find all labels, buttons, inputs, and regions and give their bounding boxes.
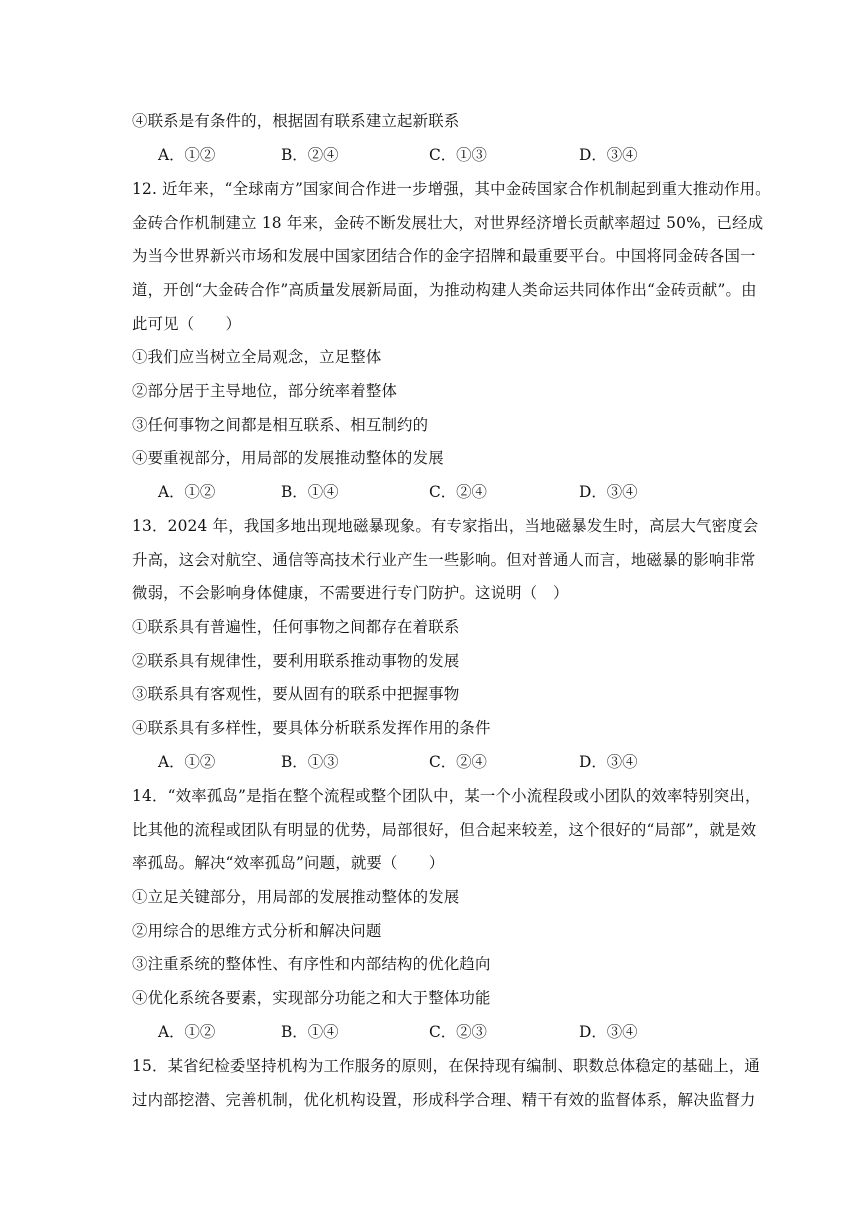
q12-stem-line-1: 12. 近年来，“全球南方”国家间合作进一步增强，其中金砖国家合作机制起到重大推动作用。 <box>132 180 771 198</box>
q11-option-a: A．①② <box>158 146 216 164</box>
q14-option-a: A．①② <box>158 1023 216 1041</box>
q14-statement-3: ③注重系统的整体性、有序性和内部结构的优化趋向 <box>132 955 491 973</box>
q12-stem-line-5: 此可见（ ） <box>132 315 242 333</box>
q15-stem-line-2: 过内部挖潜、完善机制，优化机构设置，形成科学合理、精干有效的监督体系，解决监督力 <box>132 1091 756 1109</box>
q14-stem-line-1: 14．“效率孤岛”是指在整个流程或整个团队中，某一个小流程段或小团队的效率特别突出， <box>132 787 761 805</box>
q14-option-b: B．①④ <box>281 1023 339 1041</box>
q13-stem-line-2: 升高，这会对航空、通信等高技术行业产生一些影响。但对普通人而言，地磁暴的影响非常 <box>132 551 756 569</box>
q13-stem-line-3: 微弱，不会影响身体健康，不需要进行专门防护。这说明（ ） <box>132 584 569 602</box>
q12-statement-4: ④要重视部分，用局部的发展推动整体的发展 <box>132 449 444 467</box>
q14-statement-4: ④优化系统各要素，实现部分功能之和大于整体功能 <box>132 989 491 1007</box>
q12-option-d: D．③④ <box>579 483 638 501</box>
q13-stem-line-1: 13．2024 年，我国多地出现地磁暴现象。有专家指出，当地磁暴发生时，高层大气密度会 <box>132 517 759 535</box>
q15-stem-line-1: 15．某省纪检委坚持机构为工作服务的原则，在保持现有编制、职数总体稳定的基础上，通 <box>132 1057 761 1075</box>
q13-option-b: B．①③ <box>281 753 339 771</box>
q11-option-b: B．②④ <box>281 146 339 164</box>
q12-statement-1: ①我们应当树立全局观念，立足整体 <box>132 348 382 366</box>
q12-stem-line-2: 金砖合作机制建立 18 年来，金砖不断发展壮大，对世界经济增长贡献率超过 50%，已经成 <box>132 214 764 232</box>
q14-option-c: C．②③ <box>429 1023 487 1041</box>
q14-statement-2: ②用综合的思维方式分析和解决问题 <box>132 922 382 940</box>
q14-stem-line-2: 比其他的流程或团队有明显的优势，局部很好，但合起来较差，这个很好的“局部”，就是效 <box>132 821 757 839</box>
q14-stem-line-3: 率孤岛。解决“效率孤岛”问题，就要（ ） <box>132 854 445 872</box>
q12-option-b: B．①④ <box>281 483 339 501</box>
q11-option-c: C．①③ <box>429 146 487 164</box>
q11-statement-4: ④联系是有条件的，根据固有联系建立起新联系 <box>132 112 460 130</box>
q12-option-a: A．①② <box>158 483 216 501</box>
q12-stem-line-4: 道，开创“大金砖合作”高质量发展新局面，为推动构建人类命运共同体作出“金砖贡献”。由 <box>132 281 757 299</box>
q13-statement-1: ①联系具有普遍性，任何事物之间都存在着联系 <box>132 618 460 636</box>
q12-stem-line-3: 为当今世界新兴市场和发展中国家团结合作的金字招牌和最重要平台。中国将同金砖各国一 <box>132 247 756 265</box>
q13-option-d: D．③④ <box>579 753 638 771</box>
q13-statement-3: ③联系具有客观性，要从固有的联系中把握事物 <box>132 685 460 703</box>
q12-option-c: C．②④ <box>429 483 487 501</box>
q13-statement-4: ④联系具有多样性，要具体分析联系发挥作用的条件 <box>132 719 491 737</box>
q13-option-c: C．②④ <box>429 753 487 771</box>
q11-option-d: D．③④ <box>579 146 638 164</box>
q12-statement-3: ③任何事物之间都是相互联系、相互制约的 <box>132 416 429 434</box>
q14-option-d: D．③④ <box>579 1023 638 1041</box>
q13-option-a: A．①② <box>158 753 216 771</box>
q12-statement-2: ②部分居于主导地位，部分统率着整体 <box>132 382 398 400</box>
q14-statement-1: ①立足关键部分，用局部的发展推动整体的发展 <box>132 888 460 906</box>
q13-statement-2: ②联系具有规律性，要利用联系推动事物的发展 <box>132 652 460 670</box>
